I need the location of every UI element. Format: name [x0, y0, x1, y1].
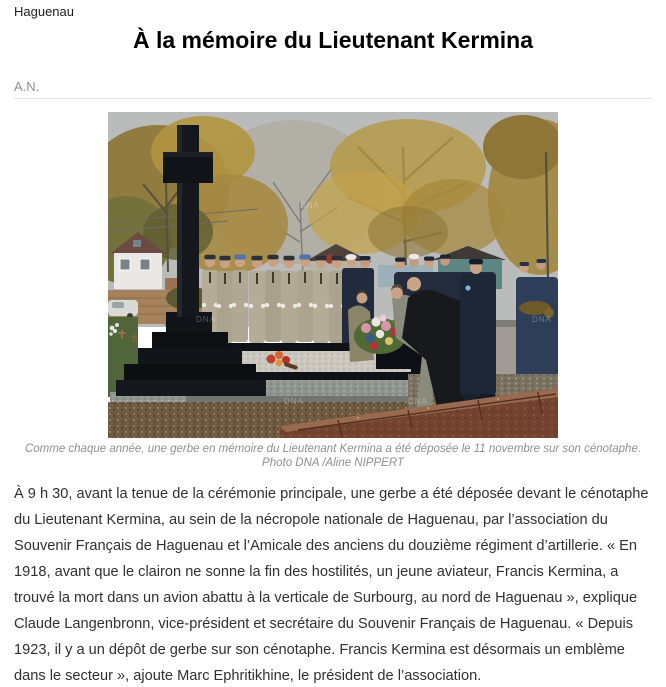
- military-band: [516, 259, 558, 389]
- dna-watermark: DNA: [284, 397, 304, 406]
- photo-caption: [0, 443, 666, 470]
- divider-rule: [14, 98, 652, 99]
- photo-caption-text: Comme chaque année, une gerbe en mémoire du Lieutenant Kermina a été déposée le 11 novembre sur son cénotaphe.: [24, 443, 642, 455]
- memorial-ceremony-illustration: [108, 112, 558, 438]
- dna-watermark: DNA: [532, 315, 552, 324]
- dna-watermark: DNA: [196, 315, 216, 324]
- dna-watermark: DNA: [300, 201, 320, 210]
- breadcrumb-section-link[interactable]: Haguenau: [14, 4, 74, 19]
- dna-watermark: DNA: [408, 397, 428, 406]
- byline: A.N.: [14, 79, 40, 94]
- page-title: À la mémoire du Lieutenant Kermina: [132, 27, 534, 53]
- article-photo: [108, 112, 558, 438]
- dna-watermark: DNA: [374, 315, 394, 324]
- photo-credit: Photo DNA /Aline NIPPERT: [262, 456, 404, 469]
- article-body: À 9 h 30, avant la tenue de la cérémonie principale, une gerbe a été déposée devant le cénotaphe du Lieutenant Kermina, au sein de la nécropole nationale de Haguenau, par l’association du Souvenir Français de Haguenau et l’Amicale des anciens du douzième régiment d’artillerie. « En 1918, avant que le clairon ne sonne la fin des hostilités, un jeune aviateur, Francis Kermina, a trouvé la mort dans un avion abattu à la verticale de Surbourg, au nord de Haguenau », explique Claude Langenbronn, vice-président et secrétaire du Souvenir Français de Haguenau. « Depuis 1923, il y a un dépôt de gerbe sur son cénotaphe. Francis Kermina est désormais un emblème dans le secteur », ajoute Marc Ephritikhine, le président de l’association.: [14, 486, 649, 684]
